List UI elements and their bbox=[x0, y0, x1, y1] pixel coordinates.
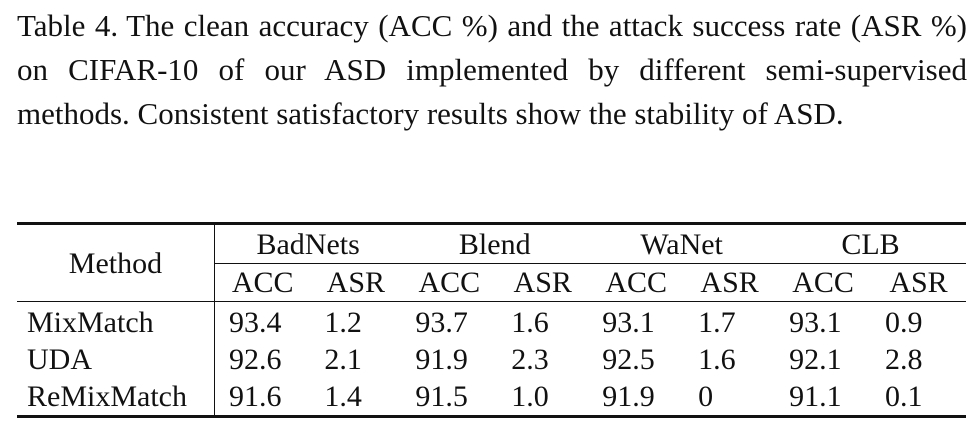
table-row bbox=[17, 378, 966, 417]
value-cell: 91.9 bbox=[415, 343, 468, 376]
results-table bbox=[17, 222, 966, 418]
method-cell: UDA bbox=[17, 341, 214, 378]
metric-header-acc: ACC bbox=[401, 264, 497, 302]
value-cell: 1.4 bbox=[310, 378, 401, 417]
metric-header-acc: ACC bbox=[214, 264, 310, 302]
value-cell: 91.1 bbox=[775, 378, 871, 417]
caption-label: Table 4. bbox=[17, 8, 119, 43]
value-cell: 2.8 bbox=[885, 343, 923, 376]
value-cell: 93.7 bbox=[415, 306, 468, 339]
metric-header-asr: ASR bbox=[684, 264, 775, 302]
group-header-row bbox=[17, 224, 966, 264]
value-cell: 92.5 bbox=[602, 343, 655, 376]
value-cell: 1.2 bbox=[324, 306, 362, 339]
caption-text: The clean accuracy (ACC %) and the attack success rate (ASR %) on CIFAR-10 of our ASD implemented by different semi-supervised methods. Consistent satisfactory results show the stability of ASD. bbox=[17, 8, 968, 131]
value-cell: 0.9 bbox=[885, 306, 923, 339]
metric-header-asr: ASR bbox=[871, 264, 966, 302]
value-cell: 93.1 bbox=[789, 306, 842, 339]
method-cell: ReMixMatch bbox=[17, 378, 214, 417]
value-cell: 1.7 bbox=[698, 306, 736, 339]
group-header-blend: Blend bbox=[401, 224, 588, 264]
value-cell: 1.0 bbox=[497, 378, 588, 417]
value-cell: 93.4 bbox=[228, 306, 282, 339]
value-cell: 92.6 bbox=[228, 343, 282, 376]
metric-header-asr: ASR bbox=[310, 264, 401, 302]
metric-header-acc: ACC bbox=[588, 264, 684, 302]
value-cell: 93.1 bbox=[602, 306, 655, 339]
table-row bbox=[17, 302, 966, 342]
method-header: Method bbox=[17, 224, 214, 302]
value-cell: 91.9 bbox=[588, 378, 684, 417]
value-cell: 2.1 bbox=[324, 343, 362, 376]
value-cell: 0.1 bbox=[871, 378, 966, 417]
value-cell: 92.1 bbox=[789, 343, 842, 376]
value-cell: 1.6 bbox=[511, 306, 549, 339]
value-cell: 0 bbox=[684, 378, 775, 417]
value-cell: 91.5 bbox=[401, 378, 497, 417]
group-header-wanet: WaNet bbox=[588, 224, 775, 264]
group-header-clb: CLB bbox=[775, 224, 966, 264]
metric-header-acc: ACC bbox=[775, 264, 871, 302]
value-cell: 2.3 bbox=[511, 343, 549, 376]
metric-header-asr: ASR bbox=[497, 264, 588, 302]
group-header-badnets: BadNets bbox=[214, 224, 401, 264]
table-row bbox=[17, 341, 966, 378]
value-cell: 1.6 bbox=[698, 343, 736, 376]
method-cell: MixMatch bbox=[17, 302, 214, 342]
table-caption bbox=[17, 4, 967, 136]
value-cell: 91.6 bbox=[214, 378, 310, 417]
